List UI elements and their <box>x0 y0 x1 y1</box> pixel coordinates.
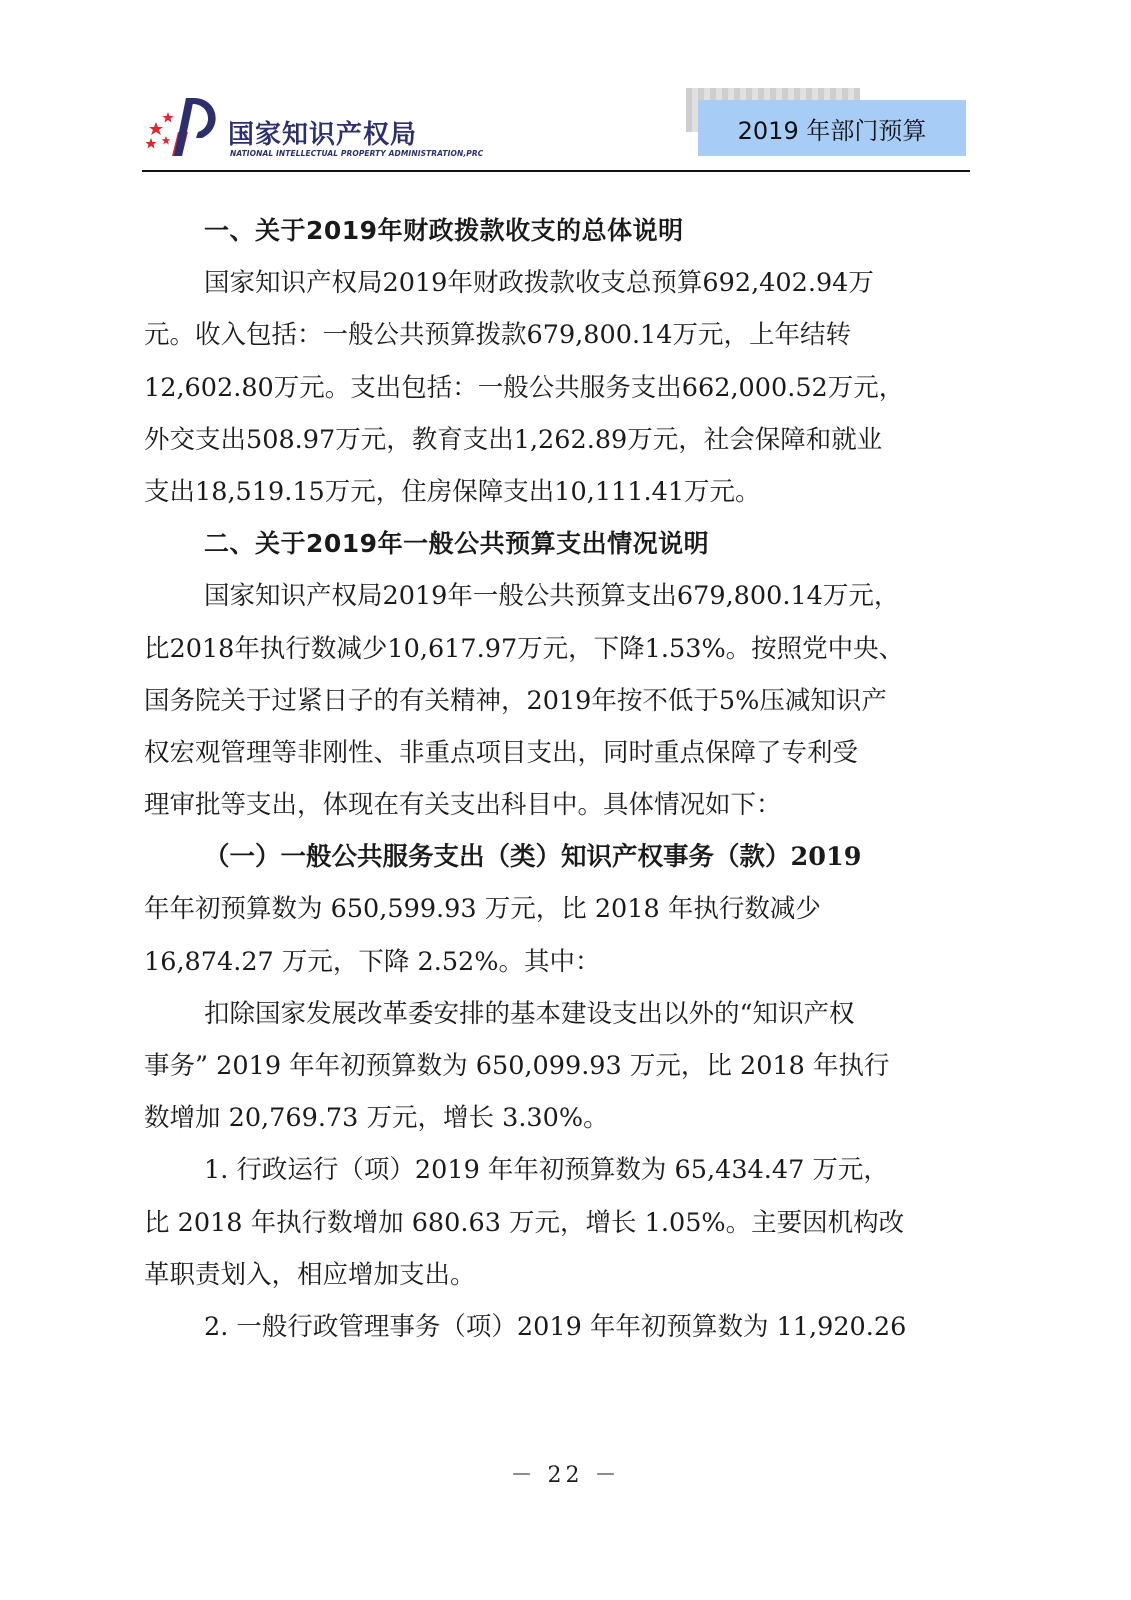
logo-english-name: NATIONAL INTELLECTUAL PROPERTY ADMINISTRATION,PRC <box>230 149 484 158</box>
paragraph-line: 16,874.27 万元，下降 2.52%。其中： <box>144 946 601 977</box>
paragraph-line: 革职责划入，相应增加支出。 <box>144 1259 476 1290</box>
paragraph-line: 12,602.80万元。支出包括：一般公共服务支出662,000.52万元， <box>144 372 905 403</box>
subsection-heading: （一）一般公共服务支出（类）知识产权事务（款）2019 <box>204 842 862 873</box>
item-2-line: 2. 一般行政管理事务（项）2019 年年初预算数为 11,920.26 <box>204 1311 907 1342</box>
section-heading-2: 二、关于2019年一般公共预算支出情况说明 <box>204 529 710 559</box>
logo-chinese-name: 国家知识产权局 <box>228 120 418 150</box>
paragraph-line: 权宏观管理等非刚性、非重点项目支出，同时重点保障了专利受 <box>144 737 859 768</box>
page-number: － 22 － <box>510 1463 621 1488</box>
paragraph-line: 比 2018 年执行数增加 680.63 万元，增长 1.05%。主要因机构改 <box>144 1207 905 1238</box>
paragraph-line: 年年初预算数为 650,599.93 万元，比 2018 年执行数减少 <box>144 894 821 925</box>
paragraph-line: 比2018年执行数减少10,617.97万元，下降1.53%。按照党中央、 <box>144 633 905 664</box>
paragraph-line: 国家知识产权局2019年一般公共预算支出679,800.14万元， <box>204 581 900 612</box>
paragraph-line: 扣除国家发展改革委安排的基本建设支出以外的“知识产权 <box>204 998 855 1029</box>
cnipa-emblem-icon <box>142 92 232 160</box>
paragraph-line: 事务” 2019 年年初预算数为 650,099.93 万元，比 2018 年执行 <box>144 1051 890 1081</box>
paragraph-line: 国务院关于过紧日子的有关精神，2019年按不低于5%压减知识产 <box>144 685 887 716</box>
paragraph-line: 支出18,519.15万元，住房保障支出10,111.41万元。 <box>144 476 761 507</box>
paragraph-line: 数增加 20,769.73 万元，增长 3.30%。 <box>144 1103 609 1134</box>
paragraph-line: 元。收入包括：一般公共预算拨款679,800.14万元，上年结转 <box>144 320 852 351</box>
item-1-line: 1. 行政运行（项）2019 年年初预算数为 65,434.47 万元， <box>204 1155 889 1186</box>
paragraph-line: 外交支出508.97万元，教育支出1,262.89万元，社会保障和就业 <box>144 424 883 455</box>
document-body <box>144 205 966 1353</box>
cnipa-logo <box>142 92 522 160</box>
budget-year-label: 2019 年部门预算 <box>698 100 966 156</box>
page-header <box>142 88 970 172</box>
paragraph-line: 理审批等支出，体现在有关支出科目中。具体情况如下： <box>144 790 782 821</box>
section-heading-1: 一、关于2019年财政拨款收支的总体说明 <box>204 216 684 245</box>
header-divider <box>142 170 970 172</box>
paragraph-line: 国家知识产权局2019年财政拨款收支总预算692,402.94万 <box>204 268 874 299</box>
